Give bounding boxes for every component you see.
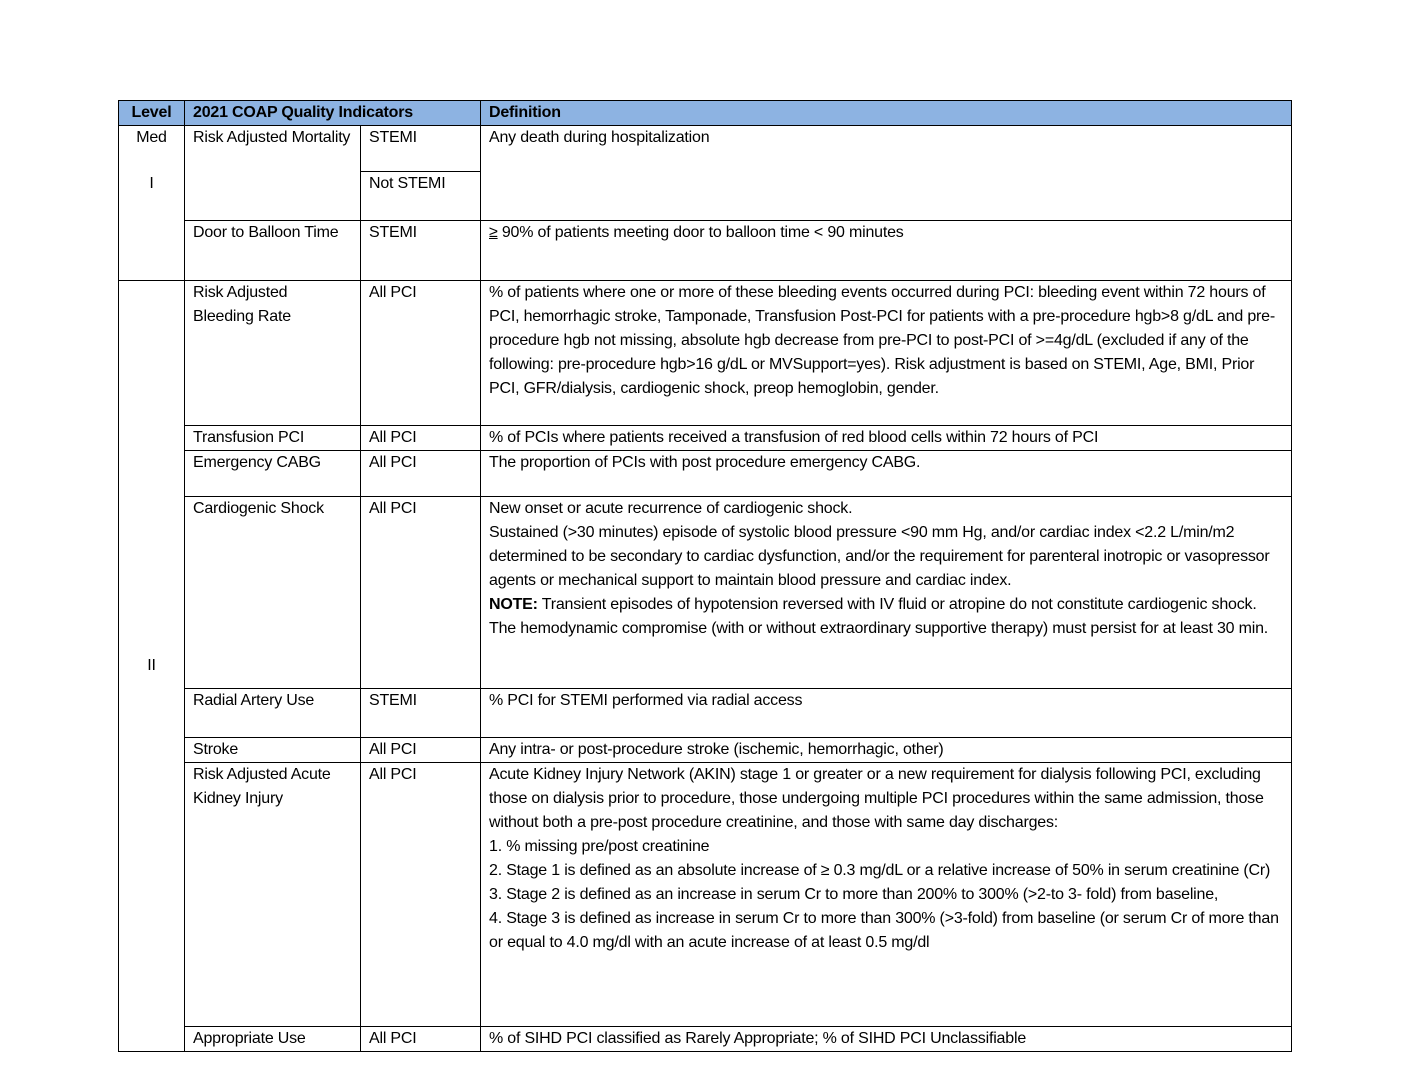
definition-aki bbox=[481, 763, 1292, 1027]
population-stroke: All PCI bbox=[361, 738, 481, 763]
indicator-appropriate-use: Appropriate Use bbox=[185, 1027, 361, 1052]
note-label: NOTE: bbox=[489, 596, 538, 613]
cardiogenic-shock-note bbox=[489, 593, 1283, 641]
table-row bbox=[119, 451, 1292, 497]
population-appropriate-use: All PCI bbox=[361, 1027, 481, 1052]
indicator-bleeding: Risk Adjusted Bleeding Rate bbox=[185, 281, 361, 426]
indicator-emergency-cabg: Emergency CABG bbox=[185, 451, 361, 497]
aki-item-2: 2. Stage 1 is defined as an absolute increase of ≥ 0.3 mg/dL or a relative increase of 50% in serum creatinine (Cr) bbox=[489, 862, 1271, 879]
definition-radial-artery: % PCI for STEMI performed via radial access bbox=[481, 689, 1292, 738]
header-indicators: 2021 COAP Quality Indicators bbox=[185, 101, 481, 126]
indicator-cardiogenic-shock: Cardiogenic Shock bbox=[185, 497, 361, 689]
definition-door-to-balloon-text: 90% of patients meeting door to balloon time < 90 minutes bbox=[497, 224, 904, 241]
table-row bbox=[119, 221, 1292, 281]
cardiogenic-shock-line-1: New onset or acute recurrence of cardiogenic shock. bbox=[489, 500, 853, 517]
definition-transfusion: % of PCIs where patients received a transfusion of red blood cells within 72 hours of PCI bbox=[481, 426, 1292, 451]
population-transfusion: All PCI bbox=[361, 426, 481, 451]
definition-bleeding: % of patients where one or more of these bleeding events occurred during PCI: bleeding event within 72 hours of PCI, hemorrhagic stroke, Tamponade, Transfusion Post-PCI for patients with a pre-procedure hgb>8 g/dL and pre-procedure hgb not missing, absolute hgb decrease from pre-PCI to post-PCI of >=4g/dL (excluded if any of the following: pre-procedure hgb>16 g/dL or MVSupport=yes). Risk adjustment is based on STEMI, Age, BMI, Prior PCI, GFR/dialysis, cardiogenic shock, preop hemoglobin, gender. bbox=[481, 281, 1292, 426]
cardiogenic-shock-line-2: Sustained (>30 minutes) episode of systolic blood pressure <90 mm Hg, and/or cardiac index <2.2 L/min/m2 determined to be secondary to cardiac dysfunction, and/or the requirement for parenteral inotropic or vasopressor agents or mechanical support to maintain blood pressure and cardiac index. bbox=[489, 524, 1270, 589]
population-mortality-stemi: STEMI bbox=[361, 126, 481, 172]
population-emergency-cabg: All PCI bbox=[361, 451, 481, 497]
level-med-cell bbox=[119, 126, 185, 281]
definition-mortality: Any death during hospitalization bbox=[481, 126, 1292, 221]
definition-door-to-balloon bbox=[481, 221, 1292, 281]
definition-appropriate-use: % of SIHD PCI classified as Rarely Appropriate; % of SIHD PCI Unclassifiable bbox=[481, 1027, 1292, 1052]
aki-item-3: 3. Stage 2 is defined as an increase in serum Cr to more than 200% to 300% (>2-to 3- fold) from baseline, bbox=[489, 886, 1219, 903]
aki-intro: Acute Kidney Injury Network (AKIN) stage 1 or greater or a new requirement for dialysis following PCI, excluding those on dialysis prior to procedure, those undergoing multiple PCI procedures within the same admission, those without both a pre-post procedure creatinine, and those with same day discharges: bbox=[489, 766, 1264, 831]
table-row bbox=[119, 426, 1292, 451]
gte-symbol: ≥ bbox=[489, 224, 498, 241]
indicator-stroke: Stroke bbox=[185, 738, 361, 763]
indicator-door-to-balloon: Door to Balloon Time bbox=[185, 221, 361, 281]
indicator-aki: Risk Adjusted Acute Kidney Injury bbox=[185, 763, 361, 1027]
header-row bbox=[119, 101, 1292, 126]
table-row bbox=[119, 281, 1292, 426]
table-row bbox=[119, 738, 1292, 763]
definition-emergency-cabg: The proportion of PCIs with post procedure emergency CABG. bbox=[481, 451, 1292, 497]
table-row bbox=[119, 689, 1292, 738]
definition-stroke: Any intra- or post-procedure stroke (ischemic, hemorrhagic, other) bbox=[481, 738, 1292, 763]
population-bleeding: All PCI bbox=[361, 281, 481, 426]
note-text: Transient episodes of hypotension reversed with IV fluid or atropine do not constitute cardiogenic shock. The hemodynamic compromise (with or without extraordinary supportive therapy) must persist for at least 30 min. bbox=[489, 596, 1269, 637]
coap-quality-indicators-table bbox=[118, 100, 1292, 1052]
table-row bbox=[119, 126, 1292, 172]
level-i-label: I bbox=[149, 175, 154, 192]
level-med-label: Med bbox=[136, 129, 167, 146]
population-mortality-not-stemi: Not STEMI bbox=[361, 172, 481, 221]
population-aki: All PCI bbox=[361, 763, 481, 1027]
population-radial-artery: STEMI bbox=[361, 689, 481, 738]
population-door-to-balloon: STEMI bbox=[361, 221, 481, 281]
definition-cardiogenic-shock bbox=[481, 497, 1292, 689]
table-row bbox=[119, 497, 1292, 689]
population-cardiogenic-shock: All PCI bbox=[361, 497, 481, 689]
table-row bbox=[119, 763, 1292, 1027]
aki-item-1: 1. % missing pre/post creatinine bbox=[489, 838, 710, 855]
indicator-transfusion: Transfusion PCI bbox=[185, 426, 361, 451]
indicator-radial-artery: Radial Artery Use bbox=[185, 689, 361, 738]
table-row bbox=[119, 1027, 1292, 1052]
header-level: Level bbox=[119, 101, 185, 126]
level-ii-cell: II bbox=[119, 281, 185, 1052]
aki-item-4: 4. Stage 3 is defined as increase in serum Cr to more than 300% (>3-fold) from baseline (or serum Cr of more than or equal to 4.0 mg/dl with an acute increase of at least 0.5 mg/dl bbox=[489, 910, 1279, 951]
indicator-mortality: Risk Adjusted Mortality bbox=[185, 126, 361, 221]
header-definition: Definition bbox=[481, 101, 1292, 126]
